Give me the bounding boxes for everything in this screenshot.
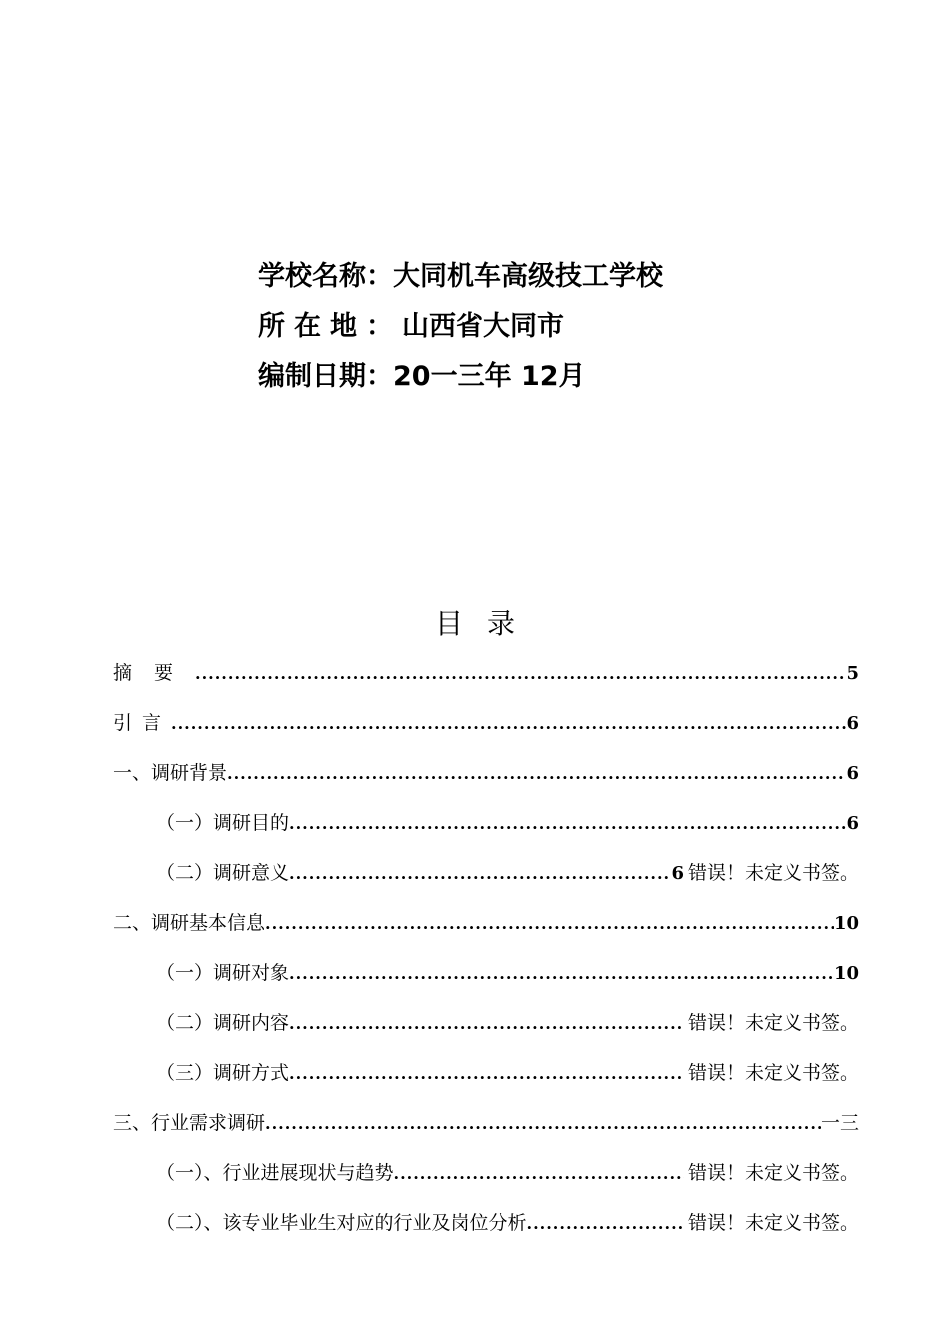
toc-entry-text: （一）、行业进展现状与趋势	[156, 1162, 394, 1184]
toc-page-number: 5	[846, 663, 859, 684]
toc-page-number: 6	[671, 863, 684, 884]
toc-leader	[527, 1199, 684, 1249]
toc-entry[interactable]	[113, 898, 859, 948]
toc-leader	[394, 1149, 684, 1199]
toc-leader	[289, 999, 684, 1049]
location-line	[258, 302, 778, 352]
toc-leader	[195, 649, 846, 699]
toc-entry-text: 一、调研背景	[113, 762, 228, 784]
toc-entry[interactable]	[113, 798, 859, 848]
toc-entry[interactable]	[113, 1048, 859, 1098]
toc-entry-text: （一）调研对象	[156, 962, 290, 984]
toc-page-number: 一三	[820, 1112, 859, 1134]
toc-page-number: 6	[846, 813, 859, 834]
location-value: 山西省大同市	[402, 311, 564, 342]
date-label: 编制日期：	[258, 361, 393, 392]
toc-leader	[289, 1049, 684, 1099]
table-of-contents	[113, 648, 859, 1248]
toc-entry[interactable]	[113, 1198, 859, 1248]
toc-entry[interactable]	[113, 698, 859, 748]
toc-entry-text: （二）调研意义	[156, 862, 290, 884]
toc-title: 目录	[434, 607, 539, 640]
location-label: 所在地：	[258, 311, 402, 342]
toc-page-number: 10	[833, 963, 859, 984]
toc-entry-text: （二）调研内容	[156, 1012, 290, 1034]
toc-page-number: 10	[833, 913, 859, 934]
toc-entry[interactable]	[113, 1098, 859, 1148]
toc-entry-text: （三）调研方式	[156, 1062, 290, 1084]
toc-bookmark-error: 错误！未定义书签。	[687, 1012, 859, 1034]
toc-entry-text: （一）调研目的	[156, 812, 290, 834]
date-value: 20一三年 12月	[393, 361, 586, 392]
school-name-label: 学校名称：	[258, 261, 393, 292]
toc-entry[interactable]	[113, 648, 859, 698]
toc-leader	[227, 749, 846, 799]
toc-bookmark-error: 错误！未定义书签。	[687, 1162, 859, 1184]
cover-info	[258, 252, 778, 402]
date-line	[258, 352, 778, 402]
toc-bookmark-error: 错误！未定义书签。	[687, 862, 859, 884]
toc-entry[interactable]	[113, 848, 859, 898]
toc-leader	[265, 899, 834, 949]
toc-entry-text: 摘要	[113, 662, 196, 684]
toc-bookmark-error: 错误！未定义书签。	[687, 1062, 859, 1084]
toc-page-number: 6	[846, 713, 859, 734]
school-name-line	[258, 252, 778, 302]
toc-leader	[289, 799, 846, 849]
toc-leader	[289, 949, 834, 999]
toc-leader	[171, 699, 846, 749]
toc-entry-text: 三、行业需求调研	[113, 1112, 266, 1134]
toc-entry-text: 二、调研基本信息	[113, 912, 266, 934]
toc-bookmark-error: 错误！未定义书签。	[687, 1212, 859, 1234]
school-name-value: 大同机车高级技工学校	[393, 261, 663, 292]
toc-entry[interactable]	[113, 948, 859, 998]
toc-entry-text: （二）、该专业毕业生对应的行业及岗位分析	[156, 1212, 527, 1234]
toc-entry[interactable]	[113, 1148, 859, 1198]
toc-leader	[265, 1099, 821, 1149]
toc-page-number: 6	[846, 763, 859, 784]
toc-entry-text: 引言	[113, 712, 172, 734]
toc-entry[interactable]	[113, 998, 859, 1048]
toc-leader	[289, 849, 671, 899]
toc-entry[interactable]	[113, 748, 859, 798]
